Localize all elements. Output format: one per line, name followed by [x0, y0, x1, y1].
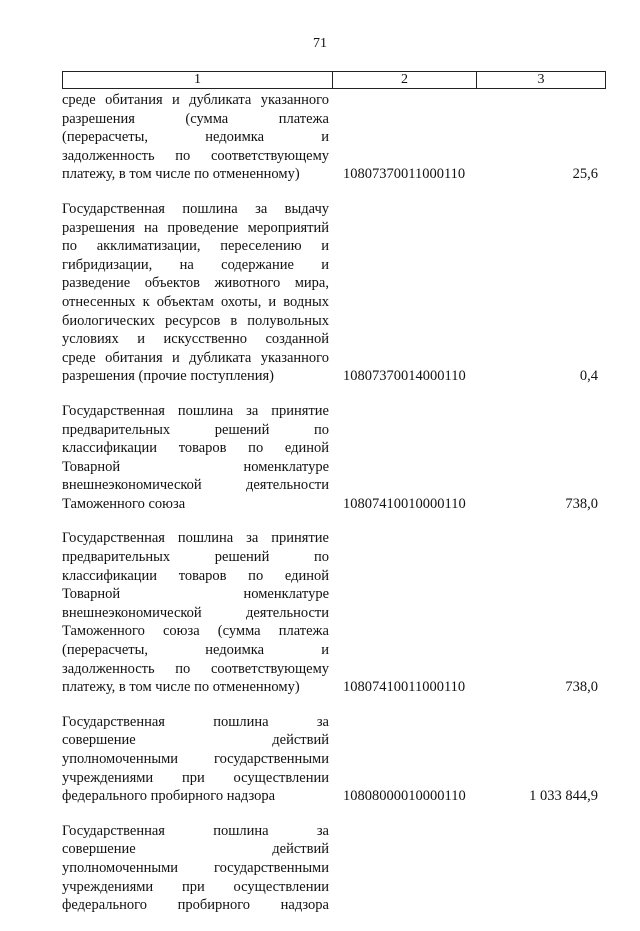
description-line: Таможенного союза (сумма платежа	[62, 623, 329, 640]
description-line: Государственная пошлина за принятие	[62, 402, 329, 419]
description-line: (перерасчеты, недоимка и	[62, 129, 329, 146]
table-row	[62, 529, 606, 696]
table-row	[62, 91, 606, 184]
row-amount: 1 033 844,9	[529, 788, 598, 805]
description-line: задолженность по соответствующему	[62, 660, 329, 677]
table-row	[62, 713, 606, 806]
description-line: классификации товаров по единой	[62, 440, 329, 457]
row-amount: 738,0	[565, 495, 598, 512]
description-line: разрешения на проведение мероприятий	[62, 219, 329, 236]
description-line: среде обитания и дубликата указанного	[62, 349, 329, 366]
description-line: Государственная пошлина за принятие	[62, 530, 329, 547]
description-line: федерального пробирного надзора	[62, 897, 329, 914]
description-line: внешнеэкономической деятельности	[62, 477, 329, 494]
description-line: биологических ресурсов в полувольных	[62, 312, 329, 329]
description-line: уполномоченными государственными	[62, 859, 329, 876]
description-line: Таможенного союза	[62, 495, 186, 512]
description-line: задолженность по соответствующему	[62, 147, 329, 164]
row-code: 10807410011000110	[343, 679, 466, 696]
description-line: платежу, в том числе по отмененному)	[62, 166, 300, 183]
row-code: 10807370011000110	[343, 166, 466, 183]
description-line: Товарной номенклатуре	[62, 586, 329, 603]
description-line: Государственная пошлина за	[62, 822, 329, 839]
row-description	[62, 529, 329, 696]
description-line: совершение действий	[62, 732, 329, 749]
row-description	[62, 200, 329, 386]
table-row	[62, 402, 606, 514]
table-row	[62, 822, 606, 915]
description-line: уполномоченными государственными	[62, 751, 329, 767]
description-line: отнесенных к объектам охоты, и водных	[62, 293, 329, 310]
description-line: среде обитания и дубликата указанного	[62, 92, 329, 108]
header-col-3: 3	[537, 72, 545, 87]
row-amount: 738,0	[565, 679, 598, 696]
description-line: предварительных решений по	[62, 421, 329, 438]
description-line: федерального пробирного надзора	[62, 788, 276, 805]
description-line: учреждениями при осуществлении	[62, 769, 329, 786]
row-code: 10807410010000110	[343, 495, 466, 512]
row-description	[62, 713, 329, 806]
page-number: 71	[313, 36, 327, 51]
row-code: 10808000010000110	[343, 788, 466, 805]
description-line: по акклиматизации, переселению и	[62, 238, 329, 255]
header-col-2: 2	[333, 72, 477, 88]
description-line: предварительных решений по	[62, 549, 329, 566]
row-description	[62, 822, 329, 915]
row-description	[62, 402, 329, 514]
description-line: Государственная пошлина за выдачу	[62, 200, 329, 217]
row-description	[62, 91, 329, 184]
description-line: платежу, в том числе по отмененному)	[62, 679, 300, 696]
description-line: внешнеэкономической деятельности	[62, 604, 329, 621]
description-line: Товарной номенклатуре	[62, 458, 329, 475]
description-line: гибридизации, на содержание и	[62, 256, 329, 273]
table-row	[62, 200, 606, 386]
description-line: Государственная пошлина за	[62, 713, 329, 730]
table-header	[62, 71, 606, 89]
description-line: разрешения (сумма платежа	[62, 110, 329, 127]
description-line: классификации товаров по единой	[62, 567, 329, 584]
table-body	[62, 91, 606, 931]
description-line: (перерасчеты, недоимка и	[62, 642, 329, 659]
header-col-1: 1	[63, 72, 333, 88]
description-line: условиях и искусственно созданной	[62, 331, 329, 348]
row-amount: 25,6	[572, 166, 598, 183]
description-line: учреждениями при осуществлении	[62, 878, 329, 895]
description-line: разрешения (прочие поступления)	[62, 368, 274, 385]
description-line: совершение действий	[62, 841, 329, 858]
row-amount: 0,4	[579, 368, 598, 385]
description-line: разведение объектов животного мира,	[62, 275, 329, 292]
row-code: 10807370014000110	[343, 368, 466, 385]
